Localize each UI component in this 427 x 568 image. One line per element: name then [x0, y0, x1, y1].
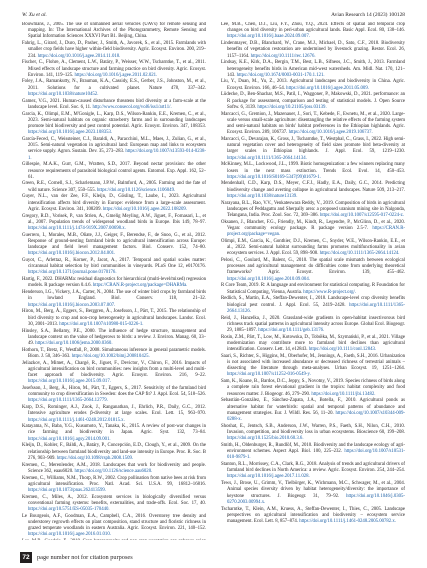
reference-text: Lee, M.B., Chen, D.J., Liu, F.Y., Zhou, Y.Q., 2024. Effects of spatial and temporal crop changes on bird diversity in peri-urban agricultural lands. Basic Appl. Ecol. 80, 138–146. [221, 22, 405, 34]
doi-link[interactable]: https://doi.org/10.1046/j.0305-0270.2003.00994.x. [227, 493, 405, 505]
reference-text: Smith, H., Oldenburger, R., Rundlöf, M., 2010. Biodiversity and the landscape ecology of agri-environment schemes. Aspect Appl. Biol. 100, 225–232. [221, 442, 405, 455]
reference-entry [22, 495, 206, 514]
doi-link[interactable]: https://doi.org/10.1111/1365-2664.14134. [227, 155, 307, 161]
reference-entry [221, 112, 405, 137]
reference-text: Lindsay, K.E., Kirk, D.A., Bergin, T.M., Best, L.B., Sifneos, J.C., Smith, J., 2013. Farmland heterogeneity benefits birds in American mid-west watersheds. Am. Midl. Nat. 170, 121–143. [221, 60, 405, 78]
reference-entry [22, 463, 206, 475]
doi-link[interactable]: https://doi.org/10.1007/s13593-014-0238-1. [28, 149, 206, 161]
reference-entry [221, 507, 405, 526]
reference-entry [221, 443, 405, 462]
doi-link[interactable]: https://doi.org/10.1371/journal.pone.0170176. [28, 270, 117, 276]
reference-text: Fahrig, L., Girard, J., Duro, D., Pasher, J., Smith, A., Javorek, S., et al., 2015. Farmlands with smaller crop fields have higher within-field biodiversity. Agric. Ecosyst. Environ. 200, 219–234. [22, 41, 206, 59]
reference-entry [221, 283, 405, 295]
reference-entry [22, 329, 206, 348]
reference-text: Jeliazkov, A., Mimet, A., Chargé, R., Jiguet, F., Devictor, V., Chiron, F., 2016. Impacts of agricultural intensification on bird communities: new insights from a multi-level and multi-facet approach of biodiversity. Agric. Ecosyst. Environ. 216, 9–22. [22, 360, 206, 379]
reference-text: Tscharntke, T., Klein, A.M., Kruess, A., Steffan-Dewenter, I., Thies, C., 2005. Landscape perspectives on agricultural intensification and biodiversity – ecosystem service management. Ecol. Lett. 8, 857–874. [221, 506, 405, 524]
doi-link[interactable]: https://doi.org/10.1016/j.agee.2017.11.028. [227, 474, 310, 480]
reference-entry [221, 335, 405, 354]
reference-text: Le Bourgeois, A.F., Goodman, E.A., Campbell, C.A., 2016. Overstorey tree density and understorey regrowth effects on plant composition, stand structure and floristic richness in grazed temperate woodlands in eastern Australia. Agric. Ecosyst. Environ. 221, 140–152. [22, 513, 206, 532]
reference-text [22, 539, 206, 540]
running-header [22, 10, 405, 20]
reference-entry [22, 162, 206, 181]
reference-text: García-Feced, C., Weissteiner, C.J., Baraldi, A., Paracchini, M.L., Maes, J., Zulian, G., et al., 2015. Semi-natural vegetation in agricultural land: European map and links to ecosystem service supply. Agron. Sustain. Dev. 35, 273–283. [22, 136, 206, 155]
reference-text: Gregory, R.D., Vorisek, P., van Strien, A., Gmelig Meyling, A.W., Jiguet, F., Fornasari, L., et al., 2007. Population trends of widespread woodland birds in Europe. Ibis 149, 78–97. [22, 213, 206, 225]
reference-text: Hinsley, S.A., Bellamy, P.E., 2000. The influence of hedge structure, management and landscape context on the value of hedgerows to birds: a review. J. Environ. Manag. 60, 33–49. [22, 328, 206, 346]
reference-entry [22, 348, 206, 360]
reference-text: Green, R.E., Cornell, S.J., Scharlemann, J.P.W., Balmford, A., 2005. Farming and the fate of wild nature. Science 307, 550–555. [22, 181, 206, 193]
reference-text: Kremen, C., Merenlender, A.M., 2018. Landscapes that work for biodiversity and people. Science 362, eaau6020. [22, 462, 206, 474]
doi-link[interactable]: https://doi.org/10.1016/S0169-5347(99)01679-1. [227, 174, 321, 180]
reference-text: Stanton, R.L., Morrissey, C.A., Clark, R.G., 2018. Analysis of trends and agricultural drivers of farmland bird declines in North America: a review. Agric. Ecosyst. Environ. 254, 244–254. [221, 462, 405, 474]
reference-text: Foley, J.A., Ramankutty, N., Brauman, K.A., Cassidy, E.S., Gerber, J.S., Johnston, M., et al., 2011. Solutions for a cultivated planet. Nature 478, 337–342. [22, 79, 206, 91]
page-number: 72 [20, 552, 32, 563]
reference-text: Olimpi, E.M., Garcia, K., Gonthier, D.J., Kremen, C., Snyder, W.E., Wilson-Rankin, E.E., et al., 2022. Semi-natural habitat surrounding farms promotes multifunctionality in avian ecosystem services. J. Appl. Ecol. 59, 898–908. [221, 238, 405, 257]
doi-link[interactable]: https://doi.org/10.1007/s11252-016-0549-y. [227, 372, 311, 378]
reference-text: Shoshat, E., Jentsch, S.B., Anderson, J.W., Warren, P.S., Faeth, S.H., Nilon, C.H., 2010. Invasion, competition, and biodiversity loss in urban ecosystems. Bioscience 60, 199–208. [221, 423, 405, 435]
reference-entry [22, 514, 206, 539]
doi-link[interactable]: https://doi.org/10.1111/j.1461-0248.2012.01815.x. [28, 417, 125, 423]
doi-link[interactable]: https://doi.org/10.1016/j.agee.2011.02.021. [74, 72, 158, 78]
reference-entry [22, 112, 206, 137]
reference-text: Karp, D.S., Rominger, A.J., Zook, J., Ranganathan, J., Ehrlich, P.R., Daily, G.C., 2012. Intensive agriculture erodes β-diversity at large scales. Ecol. Lett. 15, 963–970. [22, 405, 206, 417]
page-footer [20, 552, 405, 564]
reference-entry [22, 539, 206, 540]
doi-link[interactable]: https://doi.org/10.1016/j.agee.2016.01.010. [28, 532, 111, 538]
doi-link[interactable]: https://doi.org/10.1111/jbi.13482. [311, 391, 376, 397]
reference-entry [221, 239, 405, 258]
reference-entry [221, 79, 405, 91]
reference-text: R Core Team, 2019. R: A language and environment for statistical computing. R Foundation for Statistical Computing, Vienna, Austria. [221, 283, 405, 295]
doi-link[interactable]: https://doi.org/10.1126/science.1106049. [97, 187, 176, 193]
reference-text: Pelosi, C., Goulard, M., Balent, G., 2010. The spatial scale mismatch between ecological processes and agricultural management: do difficulties come from underlying theoretical frameworks? Agric. Ecosyst. Environ. 139, 455–462. [221, 258, 405, 276]
doi-link[interactable]: https://doi.org/10.1038/nature13139. [227, 193, 298, 199]
reference-entry [22, 290, 206, 309]
doi-link[interactable]: https://doi.org/10.1016/j.agee.2023.108353. [28, 130, 113, 136]
doi-link[interactable]: https://doi.org/10.1016/j.biocon.2003.07.007. [28, 302, 116, 308]
reference-text: Gillespie, M.A.K., Gurr, G.M., Wratten, S.D., 2017. Beyond nectar provision: the other resource requirements of parasitoid biological control agents. Entomol. Exp. Appl. 162, 52–61. [22, 162, 206, 180]
reference-entry [22, 277, 206, 289]
reference-entry [22, 194, 206, 213]
doi-link[interactable]: https://doi.org/10.1016/j.agsy.2014.09.001. [28, 436, 111, 442]
doi-link[interactable]: http://www.consecol.org/vol6/iss1/art11/. [92, 104, 172, 110]
doi-link[interactable]: https://doi.org/10.1111/conl.12843. [308, 347, 377, 353]
reference-entry [221, 22, 405, 41]
reference-entry [221, 481, 405, 506]
reference-text: Marcacci, G., Devarajan, K., Gross, J., Tscharntke, T., Westphal, C., Grass, I., 2022. High semi-natural vegetation cover and heterogeneity of field sizes promote bird beta-diversity at larger scales in Ethiopian highlands. J. Appl. Ecol. 59, 1219–1230. [221, 136, 405, 155]
reference-entry [221, 92, 405, 111]
reference-text: Mendenhall, C.D., Karp, D.S., Meyer, C.F.J., Hadly, E.A., Daily, G.C., 2014. Predicting biodiversity change and averting collapse in agricultural landscapes. Nature 509, 213–217. [221, 181, 405, 193]
doi-link[interactable]: https://doi.org/10.1038/nature10452. [28, 91, 99, 97]
reference-entry [221, 162, 405, 181]
reference-text: Saari, S., Richter, S., Higgins, M., Oberhofer, M., Jennings, A., Faeth, S.H., 2016. Urbanization is not associated with increased abundance or decreased richness of terrestrial animals – dissecting the literature through meta-analyses. Urban Ecosyst. 19, 1251–1264. [221, 353, 405, 372]
references-right-column [221, 22, 405, 540]
doi-link[interactable]: https://doi.org/10.1016/j.baae.2024.09.007. [227, 34, 310, 40]
reference-text: Josefsson, J., Berg, Å., Hiron, M., Pärt, T., Eggers, S., 2017. Sensitivity of the farmland bird community to crop diversification in Sweden: does the CAP fit? J. Appl. Ecol. 54, 518–526. [22, 385, 206, 398]
doi-link[interactable]: https://doi.org/10.1111/1365-2664.14124. [319, 251, 400, 257]
doi-link[interactable]: https://doi.org/10.1007/s10531-010-9879-1. [227, 449, 405, 461]
doi-link[interactable]: https://doi.org/10.1111/geb.13176. [258, 327, 325, 333]
doi-link[interactable]: https://doi.org/10.1016/j.agee.2022.108209. [102, 206, 188, 212]
doi-link[interactable]: https://doi.org/10.1111/j.1474-919X.2007.00698.x. [28, 225, 126, 231]
reference-entry [221, 181, 405, 200]
reference-entry [221, 462, 405, 481]
reference-entry [221, 220, 405, 239]
reference-text: Hothorn, T., Bretz, F., Westfall, P., 2008. Simultaneous inference in general parametric models. Biom. J. 50, 346–363. [22, 347, 206, 359]
footer-note: page number not for citation purposes [37, 554, 133, 561]
reference-entry [221, 354, 405, 379]
doi-link[interactable]: https://doi.org/10.1111/1365-2664.12779. [28, 398, 108, 404]
reference-text: Garcia, K., Olimpi, E.M., M'Gonigle, L., Karp, D.S., Wilson-Rankin, E.E., Kremen, C., et al., 2023. Semi-natural habitats on organic strawberry farms and in surrounding landscapes promote bird biodiversity and pest control potential. Agric. Ecosyst. Environ. 347, 108353. [22, 111, 206, 129]
reference-entry [22, 79, 206, 98]
reference-text: Marcacci, G., Gremion, J., Mazenauer, J., Sori, T., Kebede, F., Ewnetu, M., et al., 2020. Large-scale versus small-scale agriculture: disentangling the relative effects of the farming system and semi-natural habitats on birds' habitat preferences in the Ethiopian highlands. Agric. Ecosyst. Environ. 289, 106737. [221, 111, 405, 136]
reference-entry [22, 214, 206, 233]
doi-link[interactable]: https://doi.org/10.1016/j.agee.2011.05.009. [286, 85, 369, 91]
reference-entry [22, 41, 206, 60]
doi-link[interactable]: https://doi.org/10.1126/science.aau6020. [74, 468, 153, 474]
reference-entry [22, 476, 206, 495]
reference-text: Kleijn, D., Kohler, F., Báldi, A., Batáry, P., Concepción, E.D., Clough, Y., et al., 2009. On the relationship between farmland biodiversity and land-use intensity in Europe. Proc. R. Soc. B 276, 903–909. [22, 443, 206, 461]
reference-text: Sebastián-González, E., Sánchez-Zapata, J.A., Botella, F., 2010. Agricultural ponds as alternative habitat for waterbirds: spatial and temporal patterns of abundance and management strategies. Eur. J. Wildl. Res. 56, 11–20. [221, 398, 405, 416]
reference-entry [22, 405, 206, 424]
doi-link[interactable]: https://CRAN.R-project.org/package=DHARMa. [92, 283, 188, 289]
reference-entry [221, 398, 405, 423]
header-journal: Avian Research 14 (2023) 100128 [331, 12, 405, 18]
reference-text: Guyot, C., Arlettaz, R., Korner, P., Jacot, A., 2017. Temporal and spatial scales matter: circannual habitat selection by bird communities in vineyards. PLoS One 12, e0170176. [22, 258, 206, 270]
reference-entry [221, 258, 405, 283]
reference-text: Lindenmayer, D.B., Blanchard, W., Crane, M.J., Michael, D., Sato, C.F., 2018. Biodiversity benefits of vegetation restoration are undermined by livestock grazing. Restor. Ecol. 26, 1157–1164. [221, 41, 405, 59]
reference-entry [22, 22, 206, 41]
doi-link[interactable]: https://doi.org/10.1111/1365-2664.13126. [227, 302, 405, 314]
reference-text: Fischer, C., Flohre, A., Clement, L.W., Batáry, P., Weisser, W.W., Tscharntke, T., et al., 2011. Mixed effects of landscape structure and farming practice on bird diversity. Agric. Ecosyst. Environ. 141, 119–125. [22, 60, 206, 78]
doi-link[interactable]: https://doi.org/10.1674/0003-0031-170.1.121. [236, 72, 325, 78]
reference-entry [22, 258, 206, 277]
reference-entry [22, 309, 206, 328]
header-authors: W. Xu et al. [22, 12, 47, 18]
reference-entry [221, 201, 405, 220]
reference-entry [22, 361, 206, 386]
doi-link[interactable]: https://CRAN.R-project.org/package=vegan. [227, 225, 405, 238]
doi-link[interactable]: https://doi.org/10.1007/s12595-017-0224-z. [319, 213, 404, 219]
reference-text: McKinney, M.L., Lockwood, J.L., 1999. Biotic homogenization: a few winners replacing many losers in the next mass extinction. Trends Ecol. Evol. 14, 450–453. [221, 162, 405, 174]
doi-link[interactable]: https://doi.org/10.1016/j.agee.2014.11.018. [37, 53, 121, 59]
reference-entry [22, 181, 206, 193]
doi-link[interactable]: https://doi.org/10.1016/j.agee.2010.09.004. [227, 276, 310, 282]
reference-entry [22, 99, 206, 111]
reference-text: Sam, K., Koane, B., Bardos, D.C., Jeppy, S., Novotny, V., 2019. Species richness of birds along a complete rain forest elevational gradient in the tropics: habitat complexity and food resources matter. J. Biogeogr. 46, 279–290. [221, 379, 405, 397]
doi-link[interactable]: https://doi.org/10.1002/bimj.200810425. [71, 353, 150, 359]
reference-text: Gamez, V.G., 2021. Human-caused disturbance threatens bird diversity at a farm-scale at the landscape level. Ecol. Soc. 6, 11. [22, 98, 206, 110]
reference-text: Reid, J., Hanzelka, J., 2020. Grassland-wide gradients in open-habitat insectivorous bird richness track spatial patterns in agricultural intensity across Europe. Global Ecol. Biogeogr. 29, 1885–1897. [221, 315, 405, 333]
doi-link[interactable]: https://doi.org/10.1006/jema.2000.0360. [35, 340, 113, 346]
reference-text: Guyer, N.L., van der Zee, F.F., Kleijn, D., Gösling, T., Laube, I., 2023. Agricultural intensification affects bird diversity in Europe: evidence from a large-scale assessment. Agric. Ecosyst. Environ. 341, 108209. [22, 194, 206, 212]
doi-link[interactable]: https://doi.org/10.21105/joss.03139. [257, 104, 327, 110]
reference-text: Hartig, F., 2022. DHARMa: residual diagnostics for hierarchical (multi-level/mixed) regression models. R package version 0.4.6. [22, 277, 206, 289]
reference-text: Katayama, N., Baba, Y.G., Kusumoto, Y., Tanaka, K., 2015. A review of post-war changes in rice farming and biodiversity in Japan. Agric. Syst. 132, 73–84. [22, 424, 206, 436]
reference-text: Bouwmans, J., 2005. The use of unmanned aerial vehicles (UAVs) for remote sensing and mapping. In: The International Archives of the Photogrammetry, Remote Sensing and Spatial Information Sciences XXXVI Part B1. Beijing, China. [22, 22, 206, 40]
doi-link[interactable]: https://doi.org/10.1111/rec.12676. [250, 53, 316, 59]
reference-entry [221, 379, 405, 398]
reference-text: Liu, Y., Duan, M., Yu, Z., 2013. Agricultural landscapes and biodiversity in China. Agric. Ecosyst. Environ. 166, 46–54. [221, 79, 405, 91]
doi-link[interactable]: https://doi.org/10.1525/bio.2010.60.3.6. [227, 436, 304, 442]
reference-entry [221, 60, 405, 79]
doi-link[interactable]: https://doi.org/10.1007/s10980-015-0226-1. [59, 321, 144, 327]
reference-text: Rosin, Z.M., Pärt, T., Low, M., Kotowska, D., Tobółka, M., Szymański, P., et al., 2021. Village modernization may contribute more to farmland bird declines than agricultural intensification. Conserv. Lett. 14, e12843. [221, 334, 405, 353]
reference-entry [221, 316, 405, 335]
reference-entry [22, 424, 206, 443]
reference-entry [22, 386, 206, 405]
references-section [22, 22, 405, 540]
references-left-column [22, 22, 206, 540]
doi-link[interactable]: https://doi.org/10.1073/pnas.262413599. [28, 487, 106, 493]
reference-entry [22, 233, 206, 258]
reference-entry [221, 296, 405, 315]
reference-text: Hiron, M., Berg, Å., Eggers, S., Berggren, Å., Josefsson, J., Pärt, T., 2015. The relationship of bird diversity to crop and non-crop heterogeneity in agricultural landscapes. Landsc. Ecol. 30, 2001–2013. [22, 309, 206, 327]
doi-link[interactable]: https://doi.org/10.1098/rspb.2008.1509. [56, 455, 134, 461]
doi-link[interactable]: https://www.R-project.org/. [303, 289, 357, 295]
doi-link[interactable]: https://doi.org/10.1016/j.biocon.2012.04.001. [28, 251, 116, 257]
reference-text: Redlich, S., Martin, E.A., Steffan-Dewenter, I., 2018. Landscape-level crop diversity benefits biological pest control. J. Appl. Ecol. 55, 2419–2428. [221, 296, 405, 308]
reference-text: Oksanen, J., Blanchet, F.G., Friendly, M., Kindt, R., Legendre, P., McGlinn, D., et al., 2020. Vegan: community ecology package. R package version 2.5-7. [221, 219, 405, 231]
doi-link[interactable]: https://doi.org/10.1016/j.agee.2019.106737. [288, 130, 373, 136]
reference-text: Henderson, I.G., Vickery, J.A., Carter, N., 2004. The use of winter bird crops by farmland birds in lowland England. Biol. Conserv. 118, 21–32. [22, 290, 206, 302]
reference-text: Tews, J., Brose, U., Grimm, V., Tielbörger, K., Wichmann, M.C., Schwager, M., et al., 2004. Animal species diversity driven by habitat heterogeneity/diversity: the importance of keystone structures. J. Biogeogr. 31, 79–92. [221, 481, 405, 499]
reference-entry [22, 137, 206, 162]
doi-link[interactable]: https://doi.org/10.1016/j.agee.2015.09.017. [28, 379, 111, 385]
reference-text: Lüdecke, D., Ben-Shachar, M.S., Patil, I., Waggoner, P., Makowski, D., 2021. performance: an R package for assessment, comparison and testing of statistical models. J. Open Source Softw. 6, 3139. [221, 92, 405, 110]
reference-entry [221, 137, 405, 162]
reference-entry [22, 60, 206, 79]
reference-entry [22, 443, 206, 462]
reference-text: Narayana, B.L., Rao, V.V., Venkateswara Reddy, V., 2019. Composition of birds in agricultural landscapes of Peddagattu and Sherpally area: a proposed uranium mining site in Nalgonda, Telangana, India. Proc. Zool. Soc. 72, 369–386. [221, 200, 405, 219]
reference-text: Kremen, C., Miles, A., 2012. Ecosystem services in biologically diversified versus conventional farming systems: benefits, externalities, and trade-offs. Ecol. Soc. 17, 40. [22, 494, 206, 506]
doi-link[interactable]: https://doi.org/10.5751/ES-05035-170440. [28, 507, 110, 513]
reference-text: Guerrero, I., Morales, M.B., Oñate, J.J., Geiger, F., Berendse, F., de Snoo, G., et al., 2012. Response of ground-nesting farmland birds to agricultural intensification across Europe: landscape and field level management factors. Biol. Conserv. 152, 74–80. [22, 232, 206, 251]
reference-entry [221, 424, 405, 443]
doi-link[interactable]: https://doi.org/10.1007/s10344-009-0288-x. [227, 410, 405, 422]
reference-entry [221, 41, 405, 60]
reference-text: Kremen, C., Williams, N.M., Thorp, R.W., 2002. Crop pollination from native bees at risk from agricultural intensification. Proc. Natl. Acad. Sci. U.S.A. 99, 16812–16816. [22, 475, 206, 487]
doi-link[interactable]: https://doi.org/10.1111/j.1461-0248.2005.00782.x. [299, 518, 397, 524]
